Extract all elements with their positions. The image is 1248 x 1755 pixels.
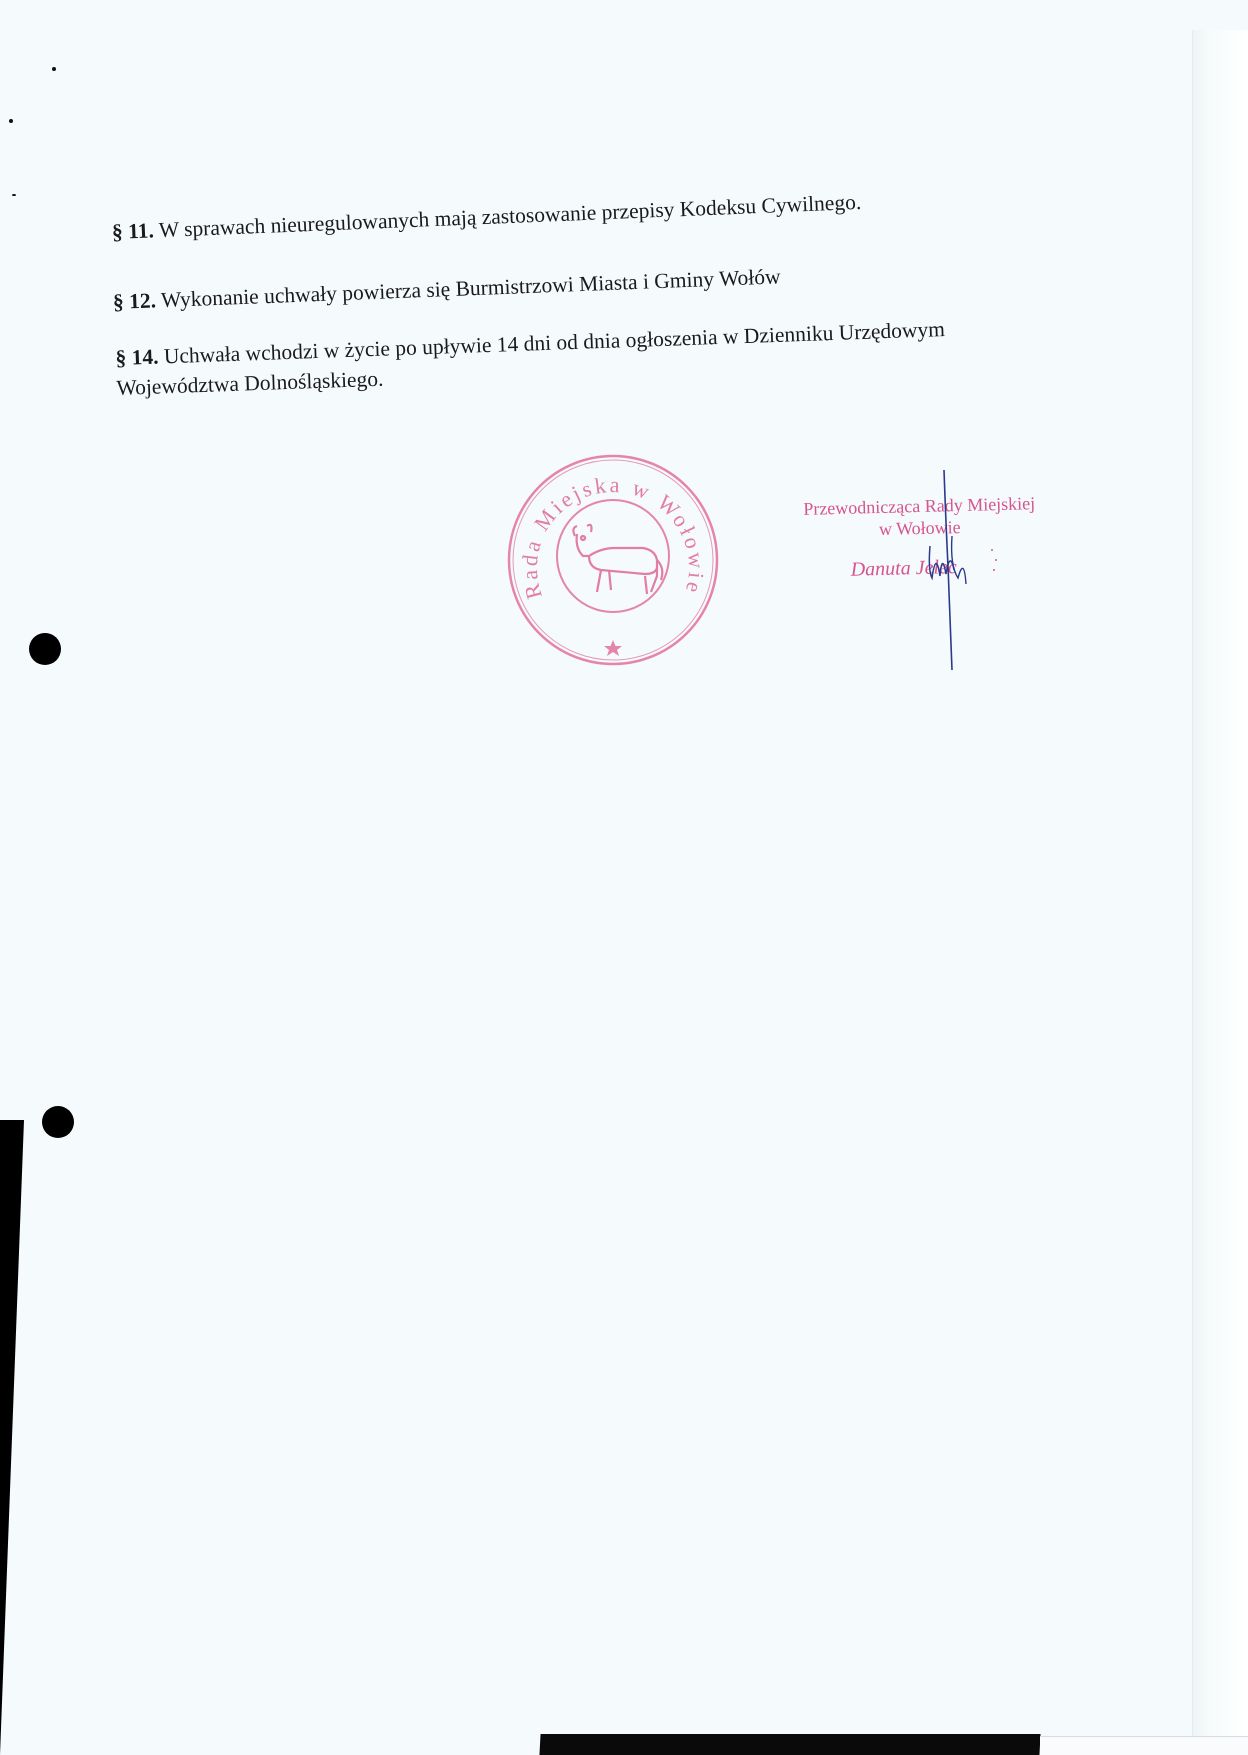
paragraph-11	[111, 188, 861, 246]
paragraph-number: § 11.	[111, 218, 155, 244]
signatory-title: Przewodnicząca Rady Miejskiej	[803, 493, 1036, 519]
scan-speck	[12, 194, 16, 196]
paragraph-number: § 12.	[112, 288, 157, 314]
scan-edge-left	[0, 1120, 24, 1755]
bull-icon	[573, 525, 662, 594]
council-stamp	[505, 452, 721, 668]
paragraph-text: Uchwała wchodzi w życie po upływie 14 dni od dnia ogłoszenia w Dzienniku Urzędowym	[163, 317, 946, 369]
signatory-name: Danuta Jelec	[850, 556, 958, 581]
signature-stroke	[900, 466, 1010, 672]
star-icon	[604, 640, 622, 656]
scan-speck	[52, 67, 56, 71]
signatory-city: w Wołowie	[878, 517, 961, 539]
scan-edge-right	[1192, 30, 1248, 1755]
scan-speck	[9, 119, 13, 123]
paragraph-text: W sprawach nieuregulowanych mają zastosowanie przepisy Kodeksu Cywilnego.	[158, 189, 862, 243]
punch-hole-upper	[29, 633, 61, 665]
scan-edge-bottom-right	[1040, 1736, 1248, 1755]
paragraph-12	[112, 262, 781, 316]
scan-edge-bottom	[539, 1734, 1040, 1755]
handwritten-signature	[900, 466, 1010, 672]
paragraph-text: Wykonanie uchwały powierza się Burmistrzowi Miasta i Gminy Wołów	[160, 264, 781, 313]
paragraph-number: § 14.	[115, 344, 159, 371]
stamp-ring-text: Rada Miejska w Wołowie	[516, 471, 710, 602]
stamp-seal	[505, 452, 721, 668]
paragraph-14	[115, 314, 947, 403]
punch-hole-lower	[42, 1106, 74, 1138]
paragraph-text-line2: Województwa Dolnośląskiego.	[116, 366, 384, 400]
